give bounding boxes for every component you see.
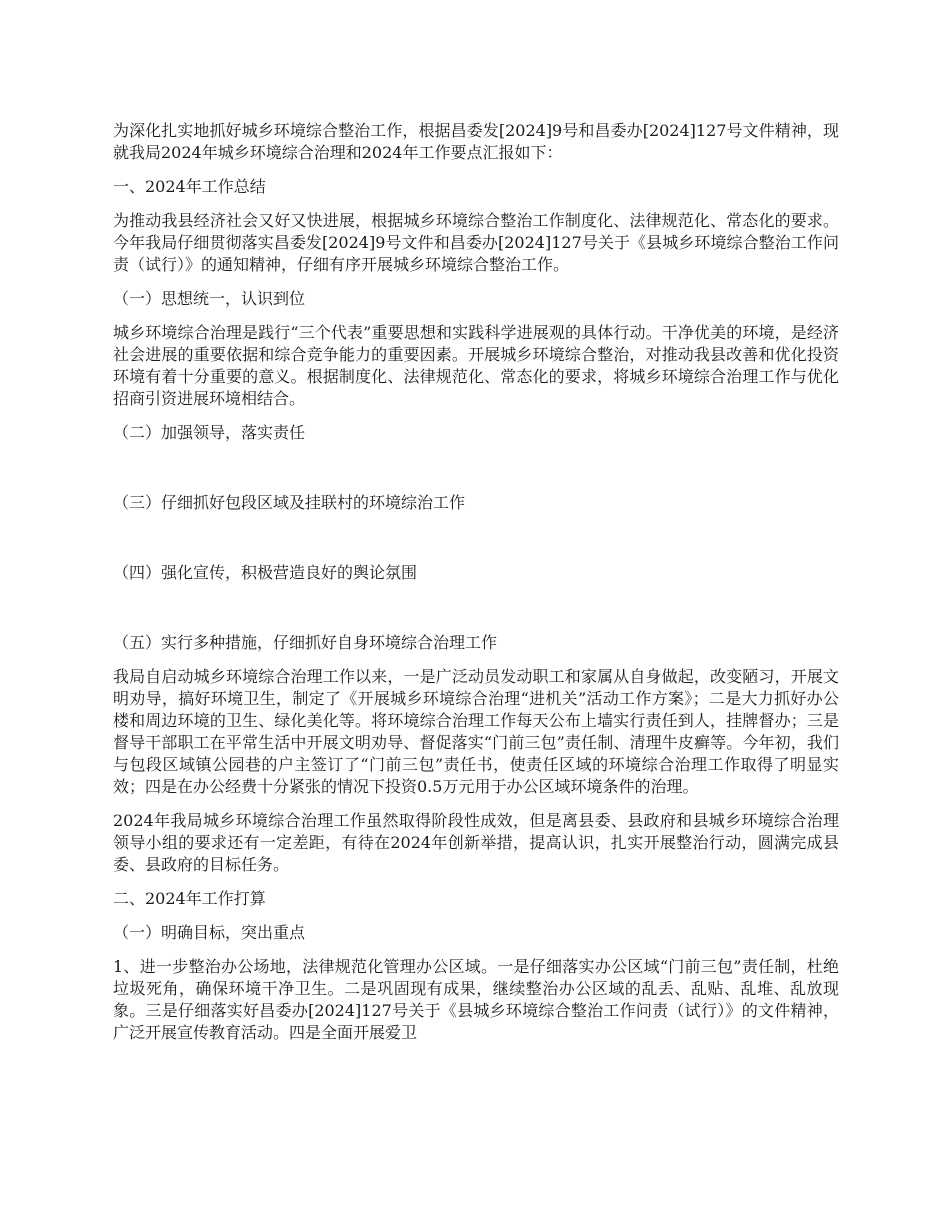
subsection4-heading: （四）强化宣传，积极营造良好的舆论氛围	[113, 563, 418, 582]
subsection5-paragraph: 我局自启动城乡环境综合治理工作以来，一是广泛动员发动职工和家属从自身做起，改变陋习，开展文明劝导，搞好环境卫生，制定了《开展城乡环境综合治理“进机关”活动工作方案》；二是大力抓好办公楼和周边环境的卫生、绿化美化等。将环境综合治理工作每天公布上墙实行责任到人，挂牌督办；三是督导干部职工在平常生活中开展文明劝导、督促落实“门前三包”责任制、清理牛皮癣等。今年初，我们与包段区域镇公园巷的户主签订了“门前三包”责任书，使责任区域的环境综合治理工作取得了明显实效；四是在办公经费十分紧张的情况下投资0.5万元用于办公区域环境条件的治理。	[113, 667, 839, 796]
blank-gap	[113, 526, 839, 562]
section2-heading: 二、2024年工作打算	[113, 889, 266, 908]
subsection1-heading: （一）思想统一，认识到位	[113, 289, 306, 308]
subsection1-paragraph: 城乡环境综合治理是践行“三个代表”重要思想和实践科学进展观的具体行动。干净优美的环境，是经济社会进展的重要依据和综合竞争能力的重要因素。开展城乡环境综合整治，对推动我县改善和优化投资环境有着十分重要的意义。根据制度化、法律规范化、常态化的要求，将城乡环境综合治理工作与优化招商引资进展环境相结合。	[113, 323, 839, 408]
blank-gap	[113, 596, 839, 632]
section1-heading: 一、2024年工作总结	[113, 177, 266, 196]
subsection2-heading: （二）加强领导，落实责任	[113, 423, 306, 442]
section1-paragraph: 为推动我县经济社会又好又快进展，根据城乡环境综合整治工作制度化、法律规范化、常态化的要求。今年我局仔细贯彻落实昌委发[2024]9号文件和昌委办[2024]127号关于《县城乡环境综合整治工作问责（试行）》的通知精神，仔细有序开展城乡环境综合整治工作。	[113, 211, 839, 274]
intro-paragraph: 为深化扎实地抓好城乡环境综合整治工作，根据昌委发[2024]9号和昌委办[2024]127号文件精神，现就我局2024年城乡环境综合治理和2024年工作要点汇报如下：	[113, 121, 839, 162]
item1-paragraph: 1、进一步整治办公场地，法律规范化管理办公区域。一是仔细落实办公区域“门前三包”责任制，杜绝垃圾死角，确保环境干净卫生。二是巩固现有成果，继续整治办公区域的乱丢、乱贴、乱堆、乱放现象。三是仔细落实好昌委办[2024]127号关于《县城乡环境综合整治工作问责（试行）》的文件精神，广泛开展宣传教育活动。四是全面开展爱卫	[113, 957, 839, 1042]
document-body	[113, 120, 839, 1056]
subsection3-heading: （三）仔细抓好包段区域及挂联村的环境综治工作	[113, 493, 466, 512]
subsection5-heading: （五）实行多种措施，仔细抓好自身环境综合治理工作	[113, 633, 498, 652]
section2-subsection1-heading: （一）明确目标，突出重点	[113, 923, 306, 942]
summary-paragraph: 2024年我局城乡环境综合治理工作虽然取得阶段性成效，但是离县委、县政府和县城乡环境综合治理领导小组的要求还有一定差距，有待在2024年创新举措，提高认识，扎实开展整治行动，圆满完成县委、县政府的目标任务。	[113, 811, 839, 874]
blank-gap	[113, 456, 839, 492]
